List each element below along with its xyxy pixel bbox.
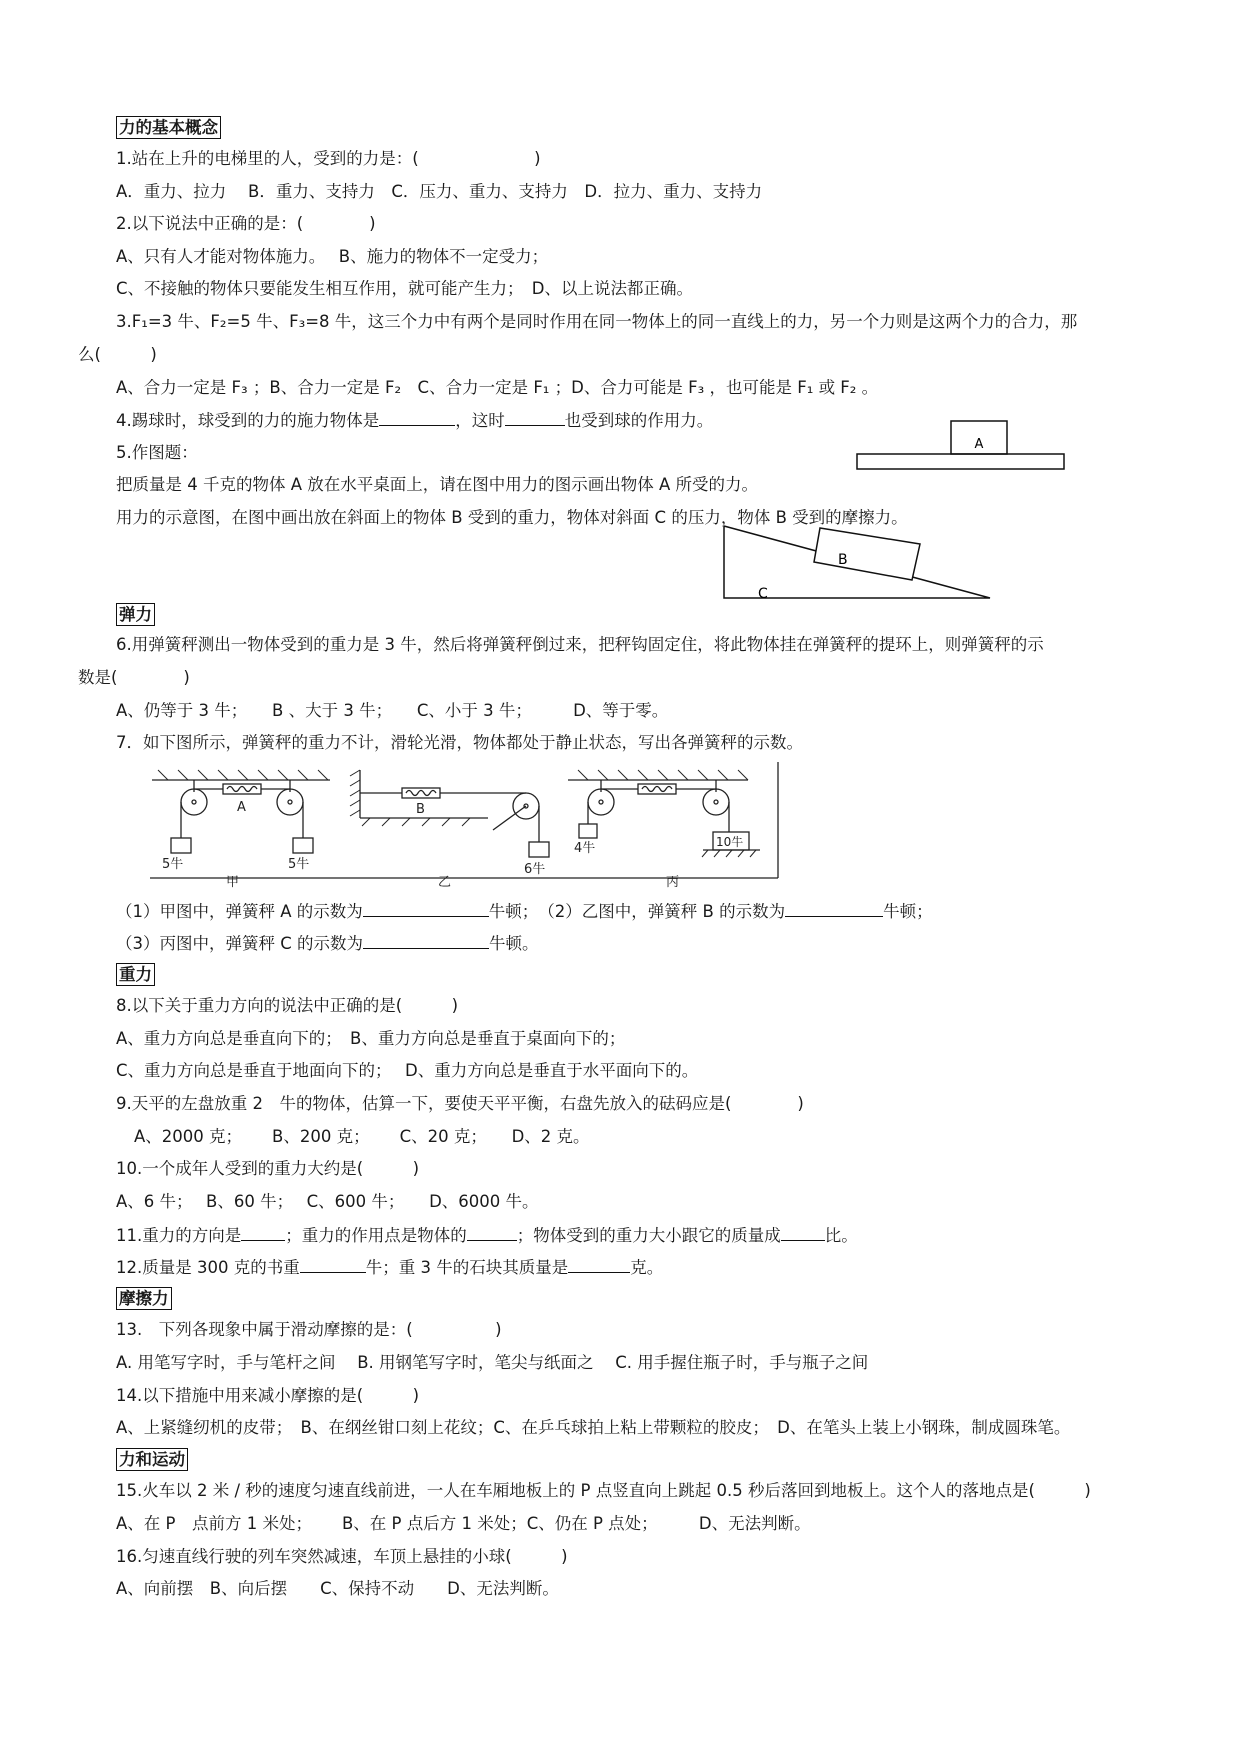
question-16-options: A、向前摆 B、向后摆 C、保持不动 D、无法判断。 <box>116 1579 559 1598</box>
spring-scale-a <box>223 784 261 794</box>
question-7: 7．如下图所示，弹簧秤的重力不计，滑轮光滑，物体都处于静止状态，写出各弹簧秤的示数。 <box>116 733 803 752</box>
spring-b-label: B <box>416 802 425 817</box>
block-a-label: A <box>974 437 984 452</box>
question-4: 4.踢球时，球受到的力的施力物体是 ，这时 也受到球的作用力。 <box>116 411 714 430</box>
question-14-options: A、上紧缝纫机的皮带； B、在纲丝钳口刻上花纹；C、在乒乓球拍上粘上带颗粒的胶皮； D、在笔头上装上小钢珠，制成圆珠笔。 <box>116 1418 1071 1437</box>
question-10-options: A、6 牛； B、60 牛； C、600 牛； D、6000 牛。 <box>116 1192 539 1211</box>
question-2: 2.以下说法中正确的是：( ) <box>116 214 376 233</box>
table-shape <box>857 454 1064 469</box>
question-6-line-2: 数是( ) <box>78 668 190 687</box>
question-3-line-2: 么( ) <box>78 345 157 364</box>
answer-blank <box>363 932 489 949</box>
section-title-elastic: 弹力 <box>116 603 155 626</box>
weight-6n <box>529 842 549 857</box>
caption-bing: 丙 <box>666 875 680 890</box>
weight-10n-label: 10牛 <box>716 835 744 849</box>
block-b-shape <box>814 528 920 580</box>
question-14: 14.以下措施中用来减小摩擦的是( ) <box>116 1386 420 1405</box>
question-3-line-1: 3.F₁=3 牛、F₂=5 牛、F₃=8 牛，这三个力中有两个是同时作用在同一物体上的同一直线上的力，另一个力则是这两个力的合力，那 <box>116 312 1078 331</box>
spring-a-label: A <box>237 800 246 815</box>
figure-spring-scales <box>148 760 780 888</box>
question-10: 10.一个成年人受到的重力大约是( ) <box>116 1159 420 1178</box>
weight-4n <box>579 824 597 838</box>
answer-blank <box>505 409 565 426</box>
question-5-part-a: 把质量是 4 千克的物体 A 放在水平桌面上，请在图中用力的图示画出物体 A 所受的力。 <box>116 475 759 494</box>
question-1-options: A．重力、拉力 B．重力、支持力 C．压力、重力、支持力 D．拉力、重力、支持力 <box>116 182 763 201</box>
question-15: 15.火车以 2 米 / 秒的速度匀速直线前进，一人在车厢地板上的 P 点竖直向上跳起 0.5 秒后落回到地板上。这个人的落地点是( ) <box>116 1481 1091 1500</box>
question-2-options-cd: C、不接触的物体只要能发生相互作用，就可能产生力； D、以上说法都正确。 <box>116 279 693 298</box>
question-5-part-b: 用力的示意图，在图中画出放在斜面上的物体 B 受到的重力，物体对斜面 C 的压力，物体 B 受到的摩擦力。 <box>116 508 908 527</box>
question-8-options-ab: A、重力方向总是垂直向下的； B、重力方向总是垂直于桌面向下的； <box>116 1029 626 1048</box>
section-title-friction: 摩擦力 <box>116 1287 172 1310</box>
question-12: 12.质量是 300 克的书重 牛；重 3 牛的石块其质量是 克。 <box>116 1258 664 1277</box>
section-title-motion: 力和运动 <box>116 1448 188 1471</box>
caption-yi: 乙 <box>438 875 452 890</box>
question-7-answer-3: （3）丙图中，弹簧秤 C 的示数为 牛顿。 <box>116 934 539 953</box>
answer-blank <box>781 1224 825 1241</box>
spring-scale-b <box>402 788 440 798</box>
figure-block-on-table <box>856 420 1066 472</box>
question-3-options: A、合力一定是 F₃ ；B、合力一定是 F₂ C、合力一定是 F₁ ；D、合力可能是 F₃ ，也可能是 F₁ 或 F₂ 。 <box>116 378 879 397</box>
weight-6n-label: 6牛 <box>524 862 546 877</box>
caption-jia: 甲 <box>226 875 240 890</box>
section-title-gravity: 重力 <box>116 963 155 986</box>
question-16: 16.匀速直线行驶的列车突然减速，车顶上悬挂的小球( ) <box>116 1547 568 1566</box>
answer-blank <box>467 1224 517 1241</box>
answer-blank <box>300 1256 366 1273</box>
answer-blank <box>568 1256 630 1273</box>
block-b-label: B <box>838 552 848 568</box>
weight-5n-left-label: 5牛 <box>162 857 184 872</box>
question-13-options: A. 用笔写字时，手与笔杆之间 B. 用钢笔写字时，笔尖与纸面之 C. 用手握住瓶子时，手与瓶子之间 <box>116 1353 869 1372</box>
question-13: 13. 下列各现象中属于滑动摩擦的是：( ) <box>116 1320 502 1339</box>
section-title-basic: 力的基本概念 <box>116 116 221 139</box>
weight-4n-label: 4牛 <box>574 841 596 856</box>
question-6-line-1: 6.用弹簧秤测出一物体受到的重力是 3 牛，然后将弹簧秤倒过来，把秤钩固定住，将此物体挂在弹簧秤的提环上，则弹簧秤的示 <box>116 635 1044 654</box>
question-9-options: A、2000 克； B、200 克； C、20 克； D、2 克。 <box>134 1127 590 1146</box>
question-2-options-ab: A、只有人才能对物体施力。 B、施力的物体不一定受力； <box>116 247 549 266</box>
weight-5n-left <box>171 838 191 853</box>
question-9: 9.天平的左盘放重 2 牛的物体，估算一下，要使天平平衡，右盘先放入的砝码应是( ) <box>116 1094 804 1113</box>
incline-c-label: C <box>758 586 768 602</box>
figure-incline <box>720 522 1000 602</box>
spring-scale-c <box>638 784 676 794</box>
answer-blank <box>241 1224 285 1241</box>
question-15-options: A、在 P 点前方 1 米处； B、在 P 点后方 1 米处；C、仍在 P 点处； D、无法判断。 <box>116 1514 811 1533</box>
answer-blank <box>379 409 455 426</box>
question-8-options-cd: C、重力方向总是垂直于地面向下的； D、重力方向总是垂直于水平面向下的。 <box>116 1061 699 1080</box>
answer-blank <box>785 900 883 917</box>
answer-blank <box>363 900 489 917</box>
question-1: 1.站在上升的电梯里的人，受到的力是：( ) <box>116 149 541 168</box>
question-11: 11.重力的方向是 ；重力的作用点是物体的 ；物体受到的重力大小跟它的质量成 比。 <box>116 1226 858 1245</box>
weight-5n-right <box>293 838 313 853</box>
question-6-options: A、仍等于 3 牛； B 、大于 3 牛； C、小于 3 牛； D、等于零。 <box>116 701 669 720</box>
question-8: 8.以下关于重力方向的说法中正确的是( ) <box>116 996 459 1015</box>
weight-5n-right-label: 5牛 <box>288 857 310 872</box>
question-7-answers-1-2: （1）甲图中，弹簧秤 A 的示数为 牛顿； （2）乙图中，弹簧秤 B 的示数为 牛顿； <box>116 902 933 921</box>
question-5: 5.作图题： <box>116 443 198 462</box>
